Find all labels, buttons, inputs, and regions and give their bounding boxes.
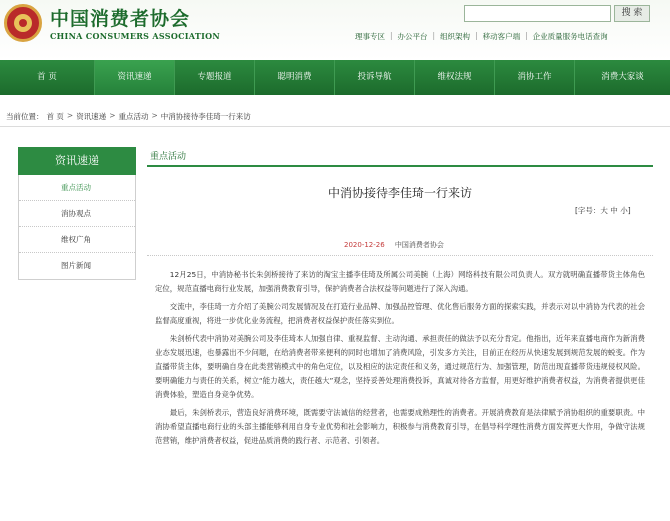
top-link-separator: | (432, 31, 436, 40)
main-nav (0, 60, 670, 95)
top-link-quality-hotline[interactable]: 企业质量服务电话查询 (532, 32, 608, 41)
nav-rights-laws[interactable]: 维权法规 (415, 60, 495, 95)
sidebar-item-rights-corner[interactable]: 维权广角 (19, 227, 135, 253)
article-date: 2020-12-26 (344, 241, 385, 249)
sidebar-heading: 资讯速递 (18, 147, 136, 175)
section-title: 重点活动 (150, 152, 187, 162)
article-paragraph: 12月25日，中消协秘书长朱剑桥接待了来访的淘宝主播李佳琦及所属公司美腕（上海）网络科技有限公司负责人。双方就明确直播带货主体角色定位，规范直播电商行业发展，加强消费教育引导，保护消费者合法权益等问题进行了深入沟通。 (155, 270, 645, 293)
nav-news[interactable]: 资讯速递 (95, 60, 175, 95)
meta-divider (147, 255, 653, 256)
nav-special-reports[interactable]: 专题报道 (175, 60, 255, 95)
sidebar-item-photo-news[interactable]: 图片新闻 (61, 261, 91, 270)
top-link-office[interactable]: 办公平台 (397, 32, 428, 41)
nav-smart-consumption[interactable]: 聪明消费 (255, 60, 335, 95)
article-body (155, 268, 645, 452)
top-link-separator: | (475, 31, 478, 40)
sidebar-item-viewpoints[interactable]: 消协观点 (19, 201, 135, 227)
breadcrumb-key-activities[interactable]: 重点活动 (118, 112, 149, 121)
article-meta (344, 240, 444, 250)
nav-home[interactable]: 首 页 (0, 60, 95, 95)
font-size-control[interactable]: [字号：大 中 小] (575, 206, 631, 215)
top-link-council[interactable]: 理事专区 (355, 32, 385, 41)
top-link-separator: | (390, 31, 393, 40)
article-paragraph: 朱剑桥代表中消协对美腕公司及李佳琦本人加强自律、重视监督、主动沟通、承担责任的做法予以充分肯定。他指出，近年来直播电商作为新消费业态发展迅速，也暴露出不少问题，在给消费者带来便利的同时也增加了消费风险，引发多方关注，目前正在经历从快速发展到规范发展的蜕变。作为直播带货主体，要明确自身在此类营销模式中的角色定位，以及相应的法定责任和义务，通过规范行为、加强管理，防范出现直播带货违规侵权风险。要明确能力与责任的关系，树立“能力越大，责任越大”观念，坚持妥善处理消费投诉，真诚对待各方监督，用更好维护消费者权益，为消费者提供更佳消费体验，塑造自身竞争优势。 (155, 334, 645, 399)
top-link-organization[interactable]: 组织架构 (440, 32, 471, 41)
site-title[interactable]: 中国消费者协会 (50, 8, 191, 30)
breadcrumb-home[interactable]: 首 页 (46, 112, 64, 121)
breadcrumb-prefix: 当前位置： (6, 112, 44, 121)
top-links (355, 31, 608, 43)
breadcrumb-separator: > (66, 111, 74, 120)
sidebar-item-key-activities[interactable]: 重点活动 (19, 175, 135, 201)
search-button[interactable]: 搜 索 (614, 5, 650, 22)
breadcrumb-current: 中消协接待李佳琦一行来访 (160, 112, 251, 121)
sidebar-menu (18, 175, 136, 280)
nav-association-work[interactable]: 消协工作 (495, 60, 575, 95)
article-paragraph: 交流中，李佳琦一方介绍了美腕公司发展情况及在打造行业品牌、加强品控管理、优化售后服务方面的探索实践，并表示对以中消协为代表的社会监督高度重视，将进一步优化业务流程，把消费者权益保护责任落实到位。 (155, 302, 645, 325)
breadcrumb (6, 111, 251, 122)
nav-consumer-forum[interactable]: 消费大家谈 (601, 72, 644, 82)
cca-logo-icon[interactable] (4, 4, 42, 42)
site-header (0, 0, 670, 60)
search-input[interactable] (464, 5, 611, 22)
top-link-mobile[interactable]: 移动客户端 (482, 32, 521, 41)
top-link-separator: | (525, 31, 528, 40)
article-source: 中国消费者协会 (394, 241, 444, 249)
breadcrumb-separator: > (109, 111, 116, 120)
article-title: 中消协接待李佳琦一行来访 (327, 186, 472, 200)
article-paragraph: 最后，朱剑桥表示，营造良好消费环境，既需要守法诚信的经营者，也需要成熟理性的消费者。开展消费教育是法律赋予消协组织的重要职责。中消协希望直播电商行业的头部主播能够利用自身专业优势和社会影响力，积极参与消费教育引导，在倡导科学理性消费方面发挥更大作用，争做守法规范营销，维护消费者权益，促进品质消费的践行者、示范者、引领者。 (155, 408, 645, 445)
site-subtitle: CHINA CONSUMERS ASSOCIATION (50, 31, 221, 41)
section-header (147, 147, 653, 167)
breadcrumb-separator: > (151, 111, 158, 120)
nav-complaint-guide[interactable]: 投诉导航 (335, 60, 415, 95)
breadcrumb-news[interactable]: 资讯速递 (76, 112, 107, 121)
breadcrumb-divider (0, 126, 670, 127)
